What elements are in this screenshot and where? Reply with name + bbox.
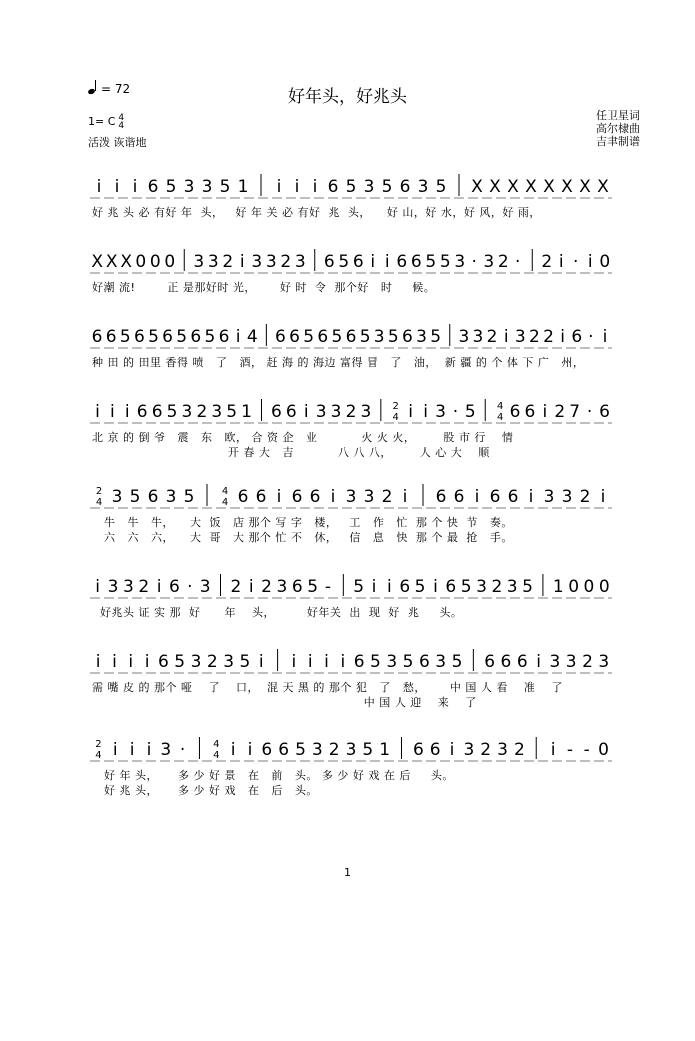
note: i <box>156 577 162 597</box>
note: i <box>330 487 336 507</box>
note: i <box>384 252 390 272</box>
note: 6 <box>147 487 159 507</box>
note: 6 <box>453 487 465 507</box>
note: 6 <box>261 740 273 760</box>
note: 6 <box>429 740 441 760</box>
note: 3 <box>565 652 577 672</box>
note: 3 <box>107 577 119 597</box>
note: i <box>132 177 138 197</box>
note: - <box>324 577 332 597</box>
note: · <box>573 252 579 272</box>
note: i <box>95 402 100 422</box>
note: i <box>112 740 118 760</box>
note: 6 <box>169 577 180 597</box>
note: 3 <box>199 577 211 597</box>
note: 3 <box>543 487 555 507</box>
note: i <box>235 327 241 347</box>
note: 2 <box>541 252 553 272</box>
note: 3 <box>315 402 327 422</box>
note: 3 <box>311 740 323 760</box>
time-sig-change-bottom: 4 <box>392 412 399 423</box>
note: i <box>291 652 297 672</box>
note: 5 <box>402 652 414 672</box>
time-sig-top: 4 <box>118 113 125 123</box>
note: i <box>144 652 150 672</box>
note: 5 <box>307 577 319 597</box>
note: 6 <box>136 402 148 422</box>
key-signature <box>88 114 124 130</box>
note: 5 <box>359 327 371 347</box>
note: · <box>588 327 594 347</box>
note-row <box>0 395 695 429</box>
note: 0 <box>583 577 595 597</box>
tempo-value: = 72 <box>101 82 131 96</box>
note: 5 <box>148 327 159 347</box>
lyric-line: 牛 牛 牛， 大 饭 店 那个 写 字 楼， 工 作 忙 那 个 快 节 奏。 <box>92 516 513 529</box>
note: 5 <box>345 177 357 197</box>
note: 6 <box>255 487 267 507</box>
note: 6 <box>524 402 536 422</box>
note: 6 <box>133 327 145 347</box>
note: 6 <box>271 402 282 422</box>
note: i <box>449 740 455 760</box>
note: i <box>324 652 329 672</box>
note: 6 <box>327 177 339 197</box>
note: 6 <box>285 402 297 422</box>
note: · <box>187 577 193 597</box>
note: 1 <box>552 577 564 597</box>
credits <box>596 109 640 148</box>
note: 6 <box>147 177 159 197</box>
note: 3 <box>435 402 446 422</box>
note: 3 <box>276 577 288 597</box>
note: 6 <box>599 402 610 422</box>
note-stem <box>95 80 96 91</box>
note: 5 <box>174 652 186 672</box>
note: 3 <box>435 652 447 672</box>
time-sig-change-top: 4 <box>213 739 220 750</box>
note: 2 <box>554 402 566 422</box>
note: X <box>471 177 483 197</box>
note: 2 <box>579 487 591 507</box>
note: 3 <box>497 740 508 760</box>
note: 5 <box>381 177 393 197</box>
note: 5 <box>176 327 188 347</box>
note: 2 <box>196 402 208 422</box>
note: 5 <box>464 402 476 422</box>
note: 2 <box>480 740 492 760</box>
note: 5 <box>338 252 350 272</box>
note: X <box>91 252 104 272</box>
note: i <box>114 177 120 197</box>
lyric-line: 好潮 流! 正 是那好时 光， 好 时 令 那个好 时 候。 <box>92 281 436 294</box>
note: 5 <box>295 740 306 760</box>
time-sig-change-top: 2 <box>95 486 103 497</box>
note: 3 <box>160 740 172 760</box>
note: 0 <box>598 740 609 760</box>
note: 3 <box>363 177 375 197</box>
note: 0 <box>135 252 147 272</box>
note: 3 <box>201 177 213 197</box>
time-signature <box>118 114 124 130</box>
time-sig-change-bottom: 4 <box>496 412 504 423</box>
time-sig-change-bottom: 4 <box>95 750 102 761</box>
note: 5 <box>362 740 374 760</box>
note: 2 <box>280 252 292 272</box>
note: 3 <box>345 487 357 507</box>
note: i <box>600 487 606 507</box>
note: i <box>95 652 101 672</box>
note: 1 <box>237 177 249 197</box>
note: 6 <box>345 327 357 347</box>
lyric-line: 需 嘴 皮 的 那个 哑 了 口， 混 天 黑 的 那个 犯 了 愁， 中 国 人 看 准 了 <box>92 681 563 694</box>
lyric-line: 好兆头 证 实 那 好 年 头， 好年关 出 现 好 兆 头。 <box>92 606 463 619</box>
note: i <box>312 177 318 197</box>
note: i <box>550 740 556 760</box>
note: i <box>408 402 414 422</box>
note: i <box>129 740 135 760</box>
song-title: 好年头，好兆头 <box>288 87 407 107</box>
note: 1 <box>379 740 391 760</box>
note: 3 <box>458 327 470 347</box>
note: 6 <box>399 177 411 197</box>
note: 6 <box>352 252 364 272</box>
note: 5 <box>165 177 177 197</box>
note: i <box>560 327 565 347</box>
note: i <box>258 652 264 672</box>
note: i <box>239 252 245 272</box>
note: 6 <box>396 252 408 272</box>
note: X <box>120 252 133 272</box>
note: 3 <box>598 652 610 672</box>
note: X <box>507 177 519 197</box>
note: 2 <box>491 577 503 597</box>
note: i <box>230 740 236 760</box>
note: 5 <box>435 177 447 197</box>
note: 3 <box>386 652 398 672</box>
note-row <box>0 645 695 679</box>
note: 2 <box>230 577 242 597</box>
note: 6 <box>190 327 202 347</box>
lyricist-credit: 任卫星词 <box>596 109 640 122</box>
note: i <box>124 402 130 422</box>
note: 3 <box>165 487 177 507</box>
note: 3 <box>193 252 205 272</box>
note: i <box>112 652 117 672</box>
note: 2 <box>528 327 540 347</box>
note: 6 <box>489 487 501 507</box>
note: 3 <box>111 487 123 507</box>
note: 6 <box>571 327 583 347</box>
note: - <box>566 740 573 760</box>
note: 3 <box>363 487 375 507</box>
note: 2 <box>222 252 234 272</box>
note: 3 <box>330 402 342 422</box>
note: X <box>489 177 501 197</box>
note: i <box>370 252 376 272</box>
time-sig-change-bottom: 4 <box>95 497 103 508</box>
note: i <box>433 577 438 597</box>
note: 6 <box>237 487 249 507</box>
note: 0 <box>598 577 610 597</box>
note: 3 <box>190 652 202 672</box>
note: 3 <box>360 402 372 422</box>
note: · <box>586 402 593 422</box>
note: i <box>128 652 134 672</box>
time-sig-bottom: 4 <box>118 121 125 131</box>
note: 3 <box>514 327 526 347</box>
note: 5 <box>451 652 463 672</box>
note: 6 <box>445 577 457 597</box>
quarter-note-icon <box>87 88 95 95</box>
note: 2 <box>486 327 498 347</box>
note: X <box>561 177 573 197</box>
lyric-line: 好 兆 头 必 有好 年 头， 好 年 关 必 有好 兆 头， 好 山，好 水，好 风，好 雨， <box>92 206 541 219</box>
lyric-line: 好 年 头， 多 少 好 景 在 前 头。 多 少 好 戏 在 后 头。 <box>92 769 454 782</box>
lyric-line: 种 田 的 田里 香得 喷 了 酒， 赶 海 的 海边 富得 冒 了 油， 新 疆 的 个 体 下 广 州， <box>92 356 585 369</box>
note: i <box>110 402 115 422</box>
note: i <box>276 177 282 197</box>
note: 3 <box>483 252 495 272</box>
note: 3 <box>345 740 357 760</box>
note: 5 <box>425 252 437 272</box>
note: 5 <box>129 487 141 507</box>
note: 3 <box>223 652 235 672</box>
time-sig-change-top: 2 <box>95 739 102 750</box>
note: i <box>474 487 480 507</box>
note: 6 <box>162 327 174 347</box>
lyric-line: 开 春 大 吉 八 八 八， 人 心 大 顺 <box>92 446 490 459</box>
note: 3 <box>373 327 385 347</box>
note: 5 <box>331 327 343 347</box>
note: 6 <box>289 327 300 347</box>
note: 3 <box>294 252 306 272</box>
note: 6 <box>484 652 496 672</box>
note: i <box>371 577 377 597</box>
note: 6 <box>410 252 422 272</box>
note: 5 <box>204 327 216 347</box>
note: i <box>387 577 392 597</box>
note: · <box>452 402 459 422</box>
note: 2 <box>582 652 593 672</box>
lyric-line: 好 兆 头， 多 少 好 戏 在 后 头。 <box>92 784 318 797</box>
note: 5 <box>119 327 131 347</box>
expression-marking: 活泼 诙谐地 <box>88 136 147 149</box>
lyric-line: 六 六 六， 大 哥 大 那个 忙 不 休， 信 息 快 那 个 最 抢 手。 <box>92 531 513 544</box>
note: 6 <box>291 577 303 597</box>
note: 6 <box>317 327 329 347</box>
note: 6 <box>309 487 321 507</box>
note: 0 <box>599 252 611 272</box>
note: 0 <box>164 252 176 272</box>
note: - <box>583 740 590 760</box>
note: X <box>597 177 609 197</box>
note-row <box>0 320 695 354</box>
note: 6 <box>509 402 521 422</box>
engraver-credit: 吉聿制谱 <box>596 135 640 148</box>
note-row <box>0 480 695 514</box>
note: i <box>536 652 541 672</box>
note: 6 <box>151 402 163 422</box>
note: i <box>248 577 254 597</box>
note: 2 <box>261 577 272 597</box>
note: 5 <box>414 577 426 597</box>
time-sig-change-bottom: 4 <box>213 750 220 761</box>
note: 6 <box>399 577 411 597</box>
note: 4 <box>246 327 258 347</box>
note: i <box>402 487 408 507</box>
note: i <box>307 652 313 672</box>
note: 0 <box>149 252 161 272</box>
note: 2 <box>138 577 150 597</box>
note: 6 <box>105 327 117 347</box>
note: i <box>528 487 534 507</box>
composer-credit: 高尔棣曲 <box>596 122 640 135</box>
note: 2 <box>328 740 340 760</box>
time-sig-change-top: 4 <box>221 486 229 497</box>
note: · <box>179 740 186 760</box>
note-row <box>0 733 695 767</box>
note: 6 <box>402 327 413 347</box>
note-row <box>0 570 695 604</box>
note: 2 <box>513 740 525 760</box>
note: 2 <box>381 487 393 507</box>
page-number: 1 <box>344 866 351 879</box>
note: i <box>503 327 509 347</box>
note: i <box>146 740 152 760</box>
note: 5 <box>303 327 315 347</box>
note: i <box>558 252 564 272</box>
note: X <box>579 177 591 197</box>
note: 5 <box>226 402 238 422</box>
note: 5 <box>460 577 472 597</box>
note: 7 <box>569 402 581 422</box>
note: i <box>95 577 101 597</box>
note: i <box>602 327 608 347</box>
note: 5 <box>439 252 451 272</box>
note: 5 <box>239 652 251 672</box>
note: 5 <box>353 577 365 597</box>
note: 6 <box>507 487 519 507</box>
note: i <box>276 487 282 507</box>
time-sig-change-bottom: 4 <box>221 497 229 508</box>
note: 2 <box>543 327 554 347</box>
note: 6 <box>353 652 365 672</box>
note: 6 <box>218 327 230 347</box>
note: 6 <box>91 327 103 347</box>
note: i <box>303 402 309 422</box>
note: X <box>543 177 555 197</box>
note: 6 <box>412 740 424 760</box>
note: 6 <box>291 487 303 507</box>
note: 6 <box>323 252 335 272</box>
note: X <box>525 177 537 197</box>
note: 6 <box>275 327 286 347</box>
note: 5 <box>522 577 533 597</box>
note: 3 <box>211 402 223 422</box>
note: 5 <box>430 327 442 347</box>
note: · <box>515 252 521 272</box>
lyric-line: 中 国 人 迎 来 了 <box>92 696 477 709</box>
note: i <box>542 402 548 422</box>
note-row <box>0 170 695 204</box>
lyric-line: 北 京 的 倒 爷 震 东 欧， 合 资 企 业 火 火 火， 股 市 行 情 <box>92 431 514 444</box>
note: 3 <box>207 252 219 272</box>
note: i <box>247 740 253 760</box>
note: 3 <box>549 652 561 672</box>
note: 3 <box>506 577 518 597</box>
note: 5 <box>183 487 195 507</box>
note: X <box>105 252 118 272</box>
tempo-marking <box>88 80 130 96</box>
note: 3 <box>181 402 193 422</box>
note: i <box>294 177 300 197</box>
note: i <box>423 402 428 422</box>
note: 2 <box>497 252 509 272</box>
note: 3 <box>416 327 427 347</box>
note: 3 <box>472 327 484 347</box>
note: i <box>340 652 346 672</box>
note: 6 <box>516 652 528 672</box>
note: 6 <box>418 652 430 672</box>
note-row <box>0 245 695 279</box>
time-sig-change-top: 4 <box>496 401 504 412</box>
note: 3 <box>476 577 487 597</box>
note: 6 <box>435 487 447 507</box>
note: 3 <box>561 487 573 507</box>
note: 3 <box>463 740 475 760</box>
note: 6 <box>500 652 512 672</box>
note: 3 <box>454 252 466 272</box>
note: · <box>471 252 477 272</box>
time-sig-change-top: 2 <box>392 401 399 412</box>
note: 2 <box>345 402 357 422</box>
note: 3 <box>251 252 263 272</box>
note: 5 <box>219 177 231 197</box>
note: 5 <box>387 327 399 347</box>
note: 3 <box>183 177 195 197</box>
note: i <box>587 252 593 272</box>
note: 3 <box>122 577 134 597</box>
note: 3 <box>417 177 429 197</box>
note: 2 <box>206 652 218 672</box>
note: 1 <box>241 402 253 422</box>
note: i <box>96 177 102 197</box>
note: 3 <box>265 252 277 272</box>
key-label: 1= C <box>88 115 116 128</box>
note: 5 <box>370 652 381 672</box>
note: 0 <box>568 577 580 597</box>
note: 6 <box>278 740 290 760</box>
note: 6 <box>157 652 169 672</box>
note: 5 <box>166 402 178 422</box>
